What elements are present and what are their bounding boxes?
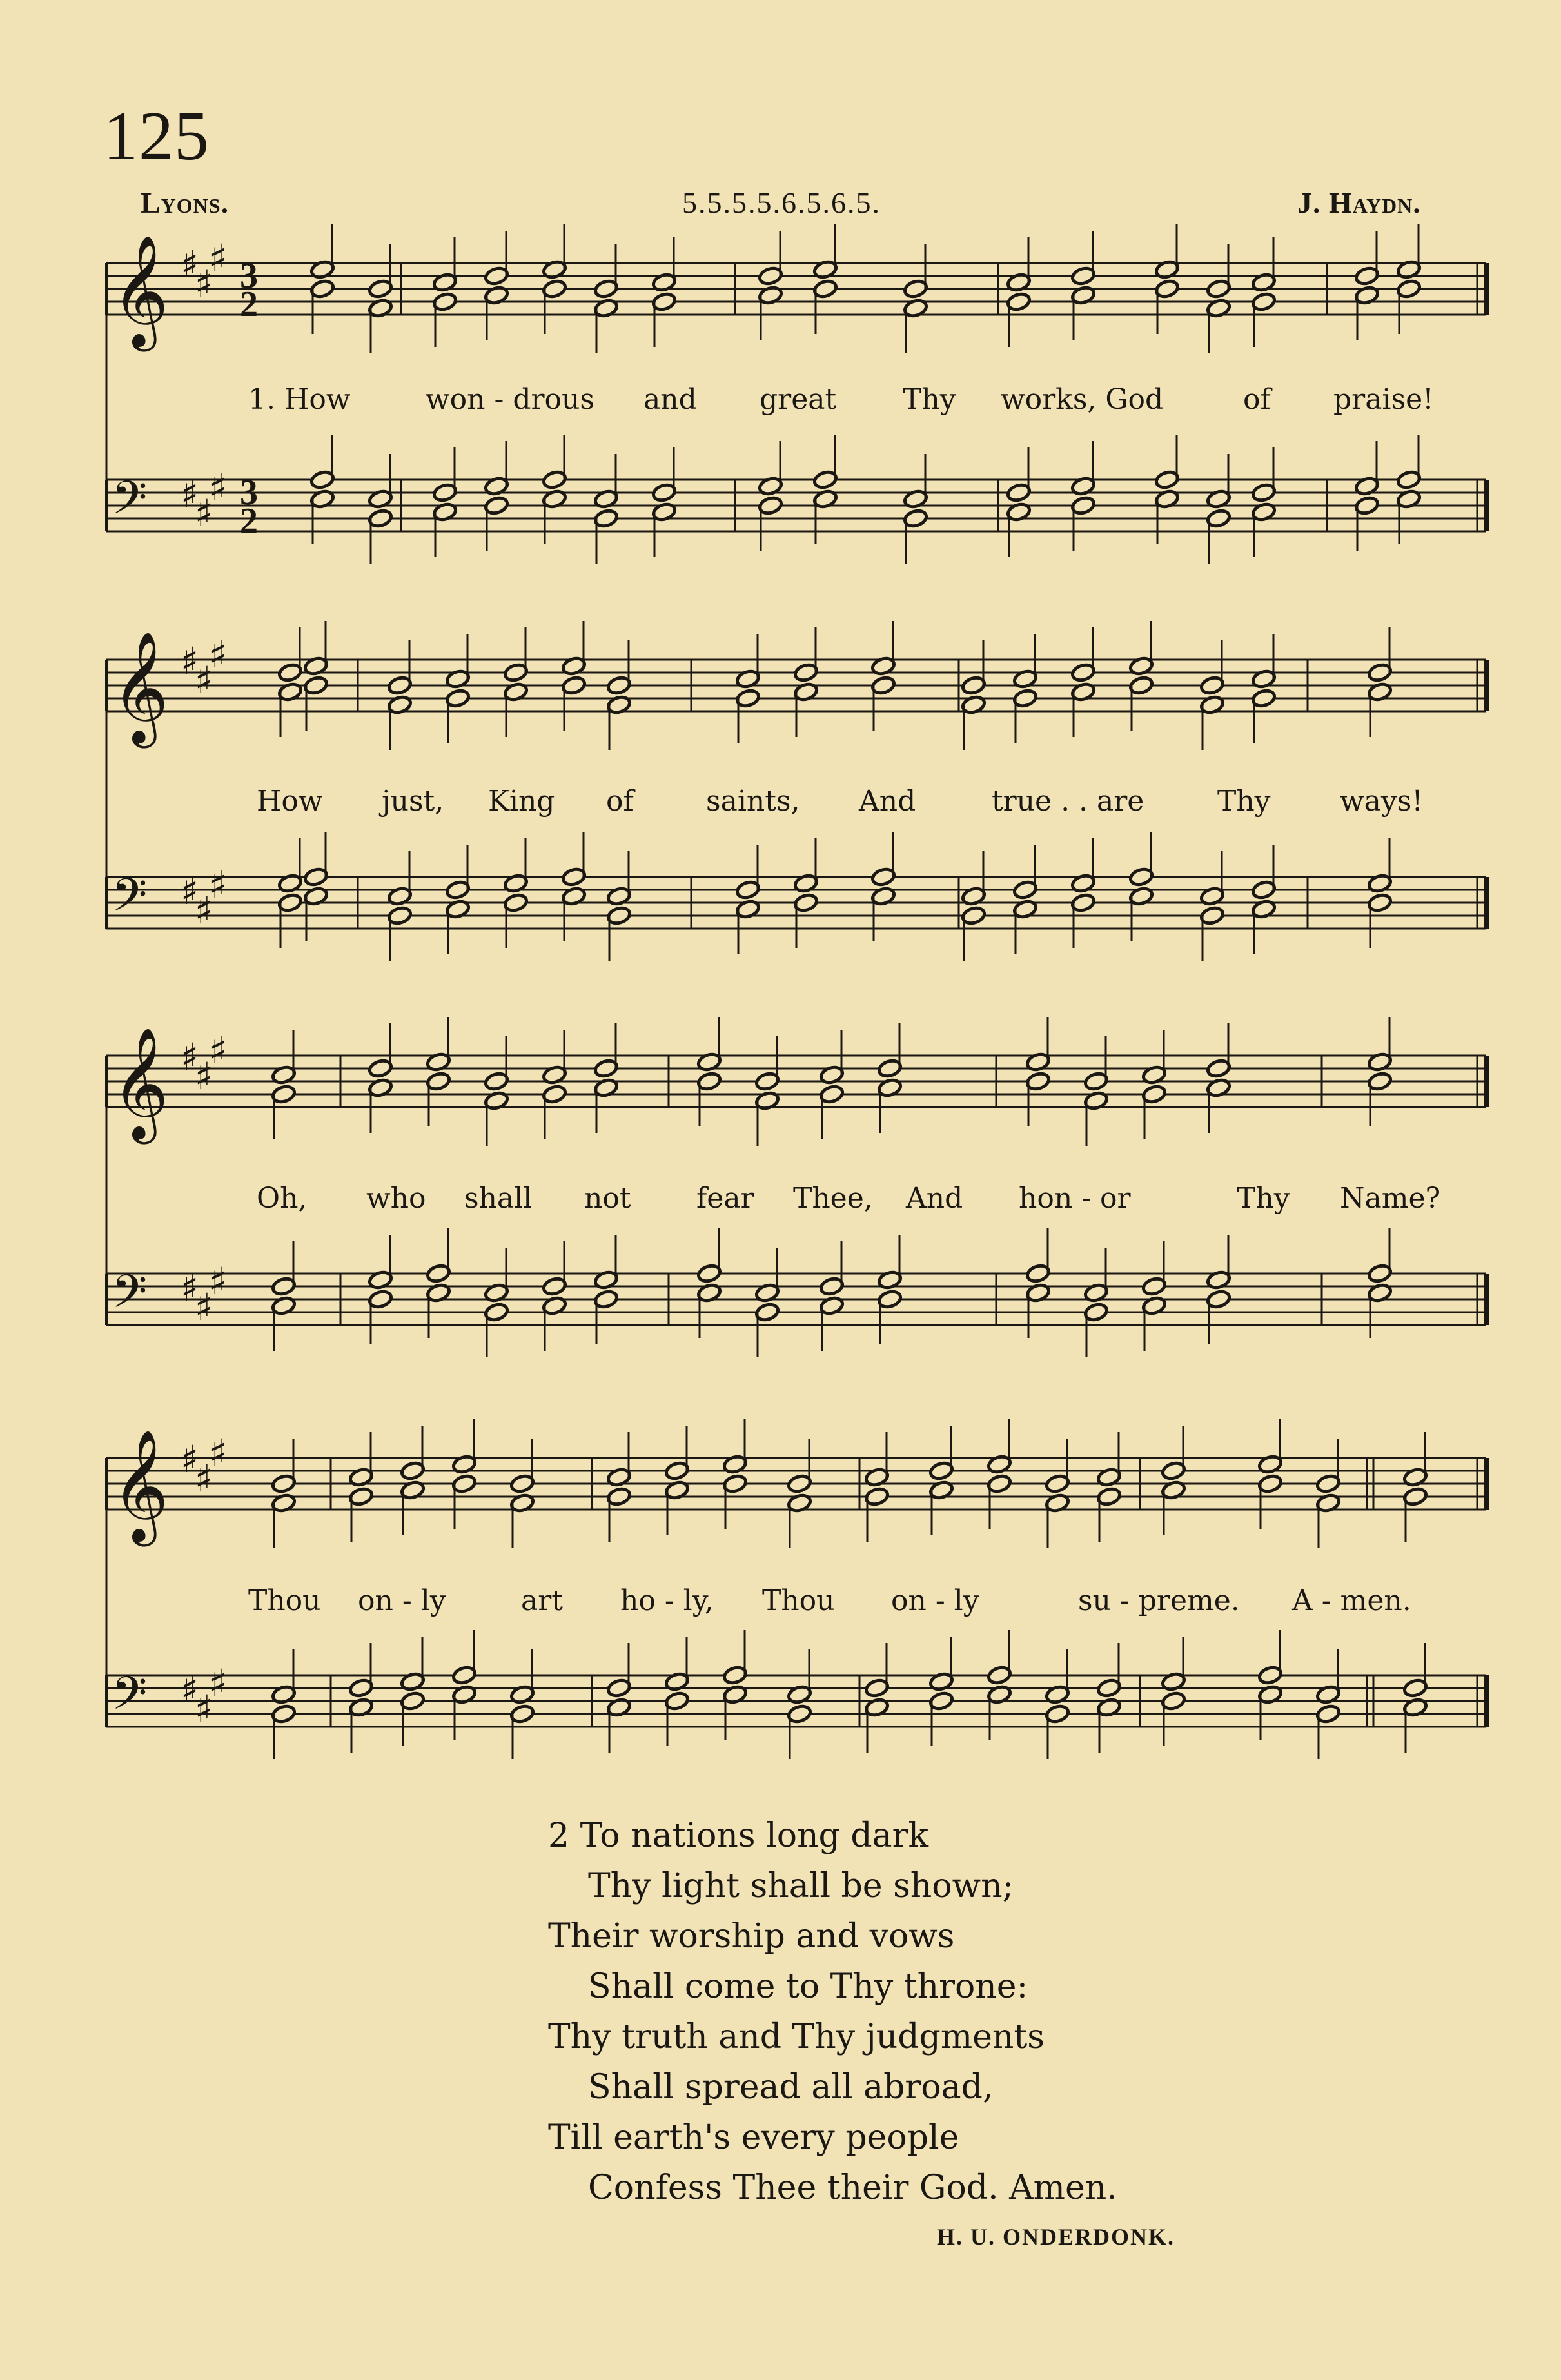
sharp-icon: ♯ (181, 1035, 199, 1079)
sharp-icon: ♯ (195, 1285, 213, 1329)
sharp-icon: ♯ (181, 869, 199, 913)
sharp-icon: ♯ (181, 1266, 199, 1310)
lyric: hon - or (1019, 1182, 1131, 1215)
sharp-icon: ♯ (181, 1667, 199, 1711)
time-signature-numerator: 3 (240, 473, 258, 513)
bass-clef-icon: 𝄢 (112, 1667, 148, 1731)
lyric: And (859, 785, 916, 818)
lyric: fear (696, 1182, 754, 1215)
sharp-icon: ♯ (195, 1687, 213, 1731)
lyric: Thee, (793, 1182, 873, 1215)
treble-clef-icon: 𝄞 (112, 631, 169, 743)
verse-line: Their worship and vows (548, 1917, 955, 1956)
music-system-2 (106, 621, 1486, 961)
lyric: Thou (248, 1584, 321, 1617)
sharp-icon: ♯ (181, 1437, 199, 1481)
sharp-icon: ♯ (195, 1457, 213, 1500)
lyric: Thy (903, 383, 956, 416)
lyric: on - ly (891, 1584, 979, 1617)
lyric: How (257, 785, 323, 818)
sharp-icon: ♯ (195, 658, 213, 702)
lyric: of (1243, 383, 1271, 416)
verse-line: Confess Thee their God. Amen. (588, 2169, 1117, 2207)
verse-line: Thy light shall be shown; (588, 1867, 1014, 1905)
lyric: on - ly (358, 1584, 446, 1617)
sharp-icon: ♯ (181, 639, 199, 683)
sharp-icon: ♯ (195, 889, 213, 932)
music-system-4 (106, 1419, 1486, 1759)
hymn-number: 125 (103, 98, 210, 175)
sharp-icon: ♯ (209, 236, 228, 280)
lyric: Thou (762, 1584, 835, 1617)
lyric: su - preme. (1078, 1584, 1240, 1617)
lyric: Thy (1237, 1182, 1290, 1215)
lyric: great (760, 383, 837, 416)
lyric: of (606, 785, 634, 818)
tune-name: Lyons. (141, 186, 230, 219)
lyric: shall (464, 1182, 533, 1215)
sharp-icon: ♯ (181, 242, 199, 286)
lyric: and (643, 383, 697, 416)
lyric: not (584, 1182, 631, 1215)
bass-clef-icon: 𝄢 (112, 471, 148, 536)
sharp-icon: ♯ (209, 1028, 228, 1072)
lyric: ho - ly, (620, 1584, 714, 1617)
lyric: King (488, 785, 555, 818)
lyric: Name? (1340, 1182, 1441, 1215)
treble-clef-icon: 𝄞 (112, 235, 169, 347)
lyric: praise! (1333, 383, 1434, 416)
time-signature-denominator: 2 (240, 501, 258, 541)
sharp-icon: ♯ (195, 491, 213, 535)
treble-clef-icon: 𝄞 (112, 1430, 169, 1542)
lyric: saints, (706, 785, 800, 818)
lyric: Thy (1217, 785, 1271, 818)
sharp-icon: ♯ (181, 472, 199, 516)
verse-line: Shall spread all abroad, (588, 2068, 994, 2107)
lyric: works, God (1001, 383, 1164, 416)
lyric: just, (382, 785, 444, 818)
lyric: A - men. (1292, 1584, 1411, 1617)
sharp-icon: ♯ (195, 1054, 213, 1098)
sharp-icon: ♯ (209, 1259, 228, 1303)
meter: 5.5.5.5.6.5.6.5. (682, 186, 881, 219)
sharp-icon: ♯ (209, 466, 228, 509)
verse-line: Till earth's every people (548, 2118, 959, 2157)
time-signature-numerator: 3 (240, 256, 258, 296)
sharp-icon: ♯ (209, 863, 228, 907)
treble-clef-icon: 𝄞 (112, 1027, 169, 1139)
sharp-icon: ♯ (209, 1431, 228, 1475)
sharp-icon: ♯ (195, 262, 213, 306)
verse-line: 2 To nations long dark (548, 1816, 929, 1855)
verse-line: Shall come to Thy throne: (588, 1967, 1028, 2006)
verse-line: Thy truth and Thy judgments (548, 2018, 1045, 2056)
music-system-1 (106, 224, 1486, 564)
music-system-3 (106, 1017, 1486, 1357)
lyric: Oh, (257, 1182, 308, 1215)
lyric: art (521, 1584, 563, 1617)
lyric: ways! (1340, 785, 1424, 818)
lyric: won - drous (426, 383, 594, 416)
composer: J. Haydn. (1297, 186, 1421, 219)
sharp-icon: ♯ (209, 1661, 228, 1705)
author: H. U. ONDERDONK. (937, 2224, 1175, 2250)
sharp-icon: ♯ (209, 633, 228, 676)
lyric: 1. How (248, 383, 351, 416)
lyric: And (906, 1182, 963, 1215)
verse-2 (548, 1811, 1117, 2213)
lyric: who (366, 1182, 426, 1215)
bass-clef-icon: 𝄢 (112, 1265, 148, 1330)
bass-clef-icon: 𝄢 (112, 869, 148, 933)
lyric: true . . are (992, 785, 1144, 818)
time-signature-denominator: 2 (240, 284, 258, 324)
